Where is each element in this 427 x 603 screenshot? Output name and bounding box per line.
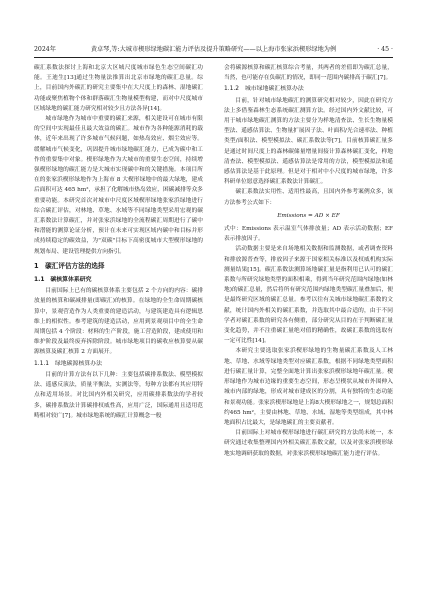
paragraph: 会将碳源核算和碳汇核算综合考量，其两者的差值即为碳汇总量，当然，也可能存在负碳汇的情况，即同一范围内碳排高于碳汇[7]。: [224, 65, 393, 82]
header-rule: [34, 57, 393, 58]
formula-note: 式中：Emissions 表示温室气体排放量；AD 表示活动数据；EF 表示排放因子。: [224, 226, 393, 243]
paragraph: 碳汇系数法探讨上海和北京大区城尺度城市绿色生态空间碳汇功能。王迪生[13]通过生物量法推算出北京市绿地的碳汇总量。综上，目前国内外碳汇的研究主要集中在大尺度上的森林、湿地碳汇功能或聚焦植物个体和群落碳汇生物量模型构建，而对中尺度城市区域绿地的碳汇能力研究相对较少且方法各异[14]。: [34, 65, 203, 112]
paragraph: 目前国际上已有的碳核算体系主要包括 2 个方向的内容：碳排放量的核算和碳减排量(即碳汇)的核算。在绿地的全生命周期碳核算中，景观营造作为人类重要的建造活动，与建筑建造具有逻辑思维上的相似性。参考建筑的建造活动，应用到景观项目中的全生命周期包括 4 个阶段：材料的生产阶段，施工营造阶段，建成使用和维护阶段及最终废弃拆除阶段。城市绿地项目的碳收应核算要从碳源核算及碳汇核算 2 方面展开。: [34, 288, 203, 356]
paragraph: 目前的计算方法有以下几种：主要包括碳排系数法、模型模拟法、遥感反演法，质量平衡法，实测法等，每种方法都有其应用特点和适用场景。对比国内外相关研究，应用碳排系数法的学者较多，碳排系数法计算碳排权威性高，应用广泛，国际通用且适用范畴相对较广[7]。城市绿地系统的碳汇计算概念一般: [34, 371, 203, 419]
paragraph: 本研究主要选取张家浜楔形绿地的生物量碳汇系数及人工林地、草地、水域等绿地类型对应碳汇系数，根据不同绿地类型面积进行碳汇量计算，完整全面地计算出张家浜楔形绿地年碳汇量。楔形绿地作为城市边缘的重要生态空间，形态呈楔状从城市外围伸入城市内部的绿地，形成对城市建成区的分割，具有独特的生态功能和景观功能。张家浜楔形绿地是上海8大楔形绿地之一，规划总面积约465 hm²，主要由林地、草地、水域、湿地等类型组成，其中林地面积占比最大，是绿地碳汇的主要贡献者。: [224, 348, 393, 426]
section-heading: 1 碳汇评估方法的选择: [34, 261, 105, 270]
journal-year: 2024年: [34, 46, 56, 53]
subsubsection-heading: 1.1.2 城市绿地碳汇核算办法: [224, 86, 304, 93]
paragraph: 目前，针对城市绿地碳汇的测算研究相对较少，因此在研究方法上多借鉴森林生态系统碳汇测算方法。经过国内外文献比较，可用于城市绿地碳汇测算的方法主要分为样地清查法、生长生物量模型法、遥感估算法、生物量扩展因子法、叶面积/光合速率法、种植类型/面积法、模型模拟法、碳汇系数法等[7]。目前核算碳汇量多是通过时间尺度上的森林碳储量增量间接计算森林碳汇变化，样地清查法、模型模拟法、遥感估算法是常用的方法，模型模拟法和遥感估算法是基于此原理。但是对于相对中小尺度的城市绿地，许多科研单位愿意选择碳汇系数法计算碳汇。: [224, 97, 393, 186]
page-header: [34, 44, 393, 56]
paragraph: 活动数据主要是来自场地相关数据和监测数据，或者调查资料和排放源普查等，排放因子来源于国家相关标准以及权威机构实际测量结果[15]。碳汇系数法测算场地碳汇量是指利用已认可的碳汇系数与所研究绿地类型的面积相乘，得到当年研究范围内绿地(如林地)的碳汇总量，然后将所有研究范围内绿地类型碳汇量叠加后，便是最终研究区域的碳汇总量。参考以往有关城市绿地碳汇系数的文献，统计国内外相关的碳汇系数，并选取其中最合适的，由于不同学者对碳汇系数的研究各有侧重，部分研究从目的在于判断碳汇量变化趋势，并不注重碳汇量绝对值的精确性，故碳汇系数的选取有一定可比性[14]。: [224, 246, 393, 345]
right-column: [224, 63, 393, 459]
paragraph: 城市绿地作为城市中重要的碳汇来源，相关建设可在城市有限的空间中实现最佳且最大效益的碳汇。城市作为各种能源消耗的载体，近年来出现了许多城市气候问题，如热岛效应、烟尘效应等。缓解城市气候变化，巩固提升城市绿地碳汇能力，已成为碳中和工作的重要集中对象。楔形绿地作为大城市的重要生态空间，持续增强楔形绿地的碳汇能力是大城市实现碳中和的关键措施。本项目所在的张家浜楔形绿地作为上海市 8 大楔形绿地中的最大绿地，建成后面积可达 465 hm²，承担了化解城市热岛效应，困碳减排等众多重要功能。本研究首次对城市中尺度区域楔形绿地张家浜绿地进行综合碳汇评估，对林地、草地、水域等不同绿地类型采用宏观的碳汇系数法计算碳汇，并对张家浜绿地的全流程碳汇周期进行了碳中和潜能的测算论证分析，预计在未来可实现区域内碳中和目标并形成持续稳定的碳效益，为"双碳"目标下高密度城市大型楔形绿地的规划布局、建设管理提供方向指引。: [34, 116, 203, 255]
formula: Emissions = AD × EF: [277, 212, 340, 219]
left-column: [34, 63, 203, 421]
paragraph: 目前国际上对城市楔形绿地进行碳汇研究的方法尚未统一，本研究通过收集整理国内外相关碳汇系数文献，以及对张家浜楔形绿地实地调研获取的数据，对张家浜楔形绿地碳汇能力进行评估。: [224, 430, 393, 457]
page-number: · 45 ·: [377, 46, 393, 53]
paragraph: 碳汇系数法实用性、适用性最高，且国内外参考案例众多，该方法参考公式如下：: [224, 189, 393, 206]
running-title: 黄卓琴,等:大城市楔形绿地碳汇能力评估及提升策略研究——以上海市张家浜楔形绿地为例: [90, 46, 337, 53]
subsection-heading: 1.1 碳核算体系研究: [34, 277, 92, 284]
subsubsection-heading: 1.1.1 绿地碳源核算办法: [34, 360, 103, 367]
